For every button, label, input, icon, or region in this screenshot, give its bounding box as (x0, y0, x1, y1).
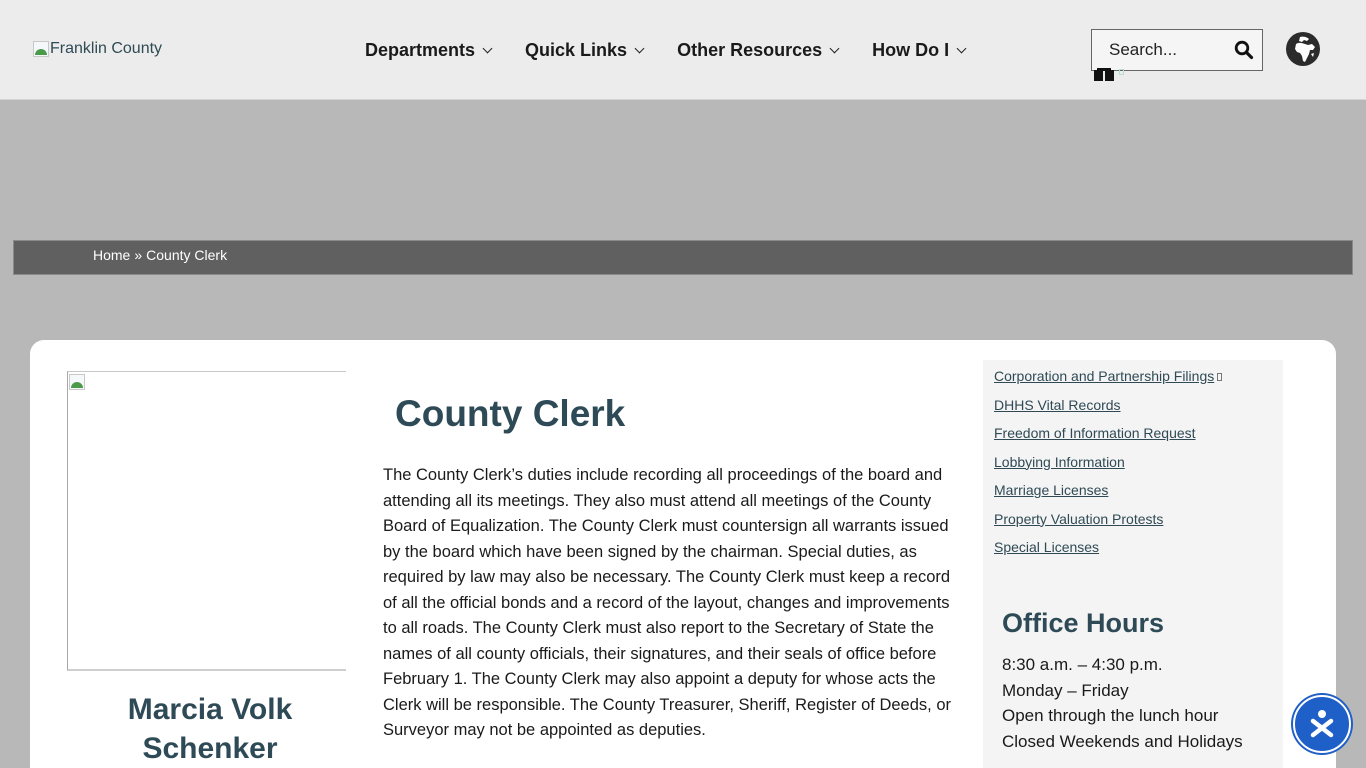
logo-alt-text: Franklin County (50, 40, 163, 57)
search-icon[interactable] (1234, 40, 1254, 60)
sidebar (983, 360, 1283, 768)
list-item (994, 397, 1222, 426)
site-logo-link[interactable] (33, 40, 162, 58)
list-item (994, 482, 1222, 511)
link-foia-request[interactable]: Freedom of Information Request (994, 425, 1196, 441)
main-nav (365, 38, 999, 62)
accessibility-icon (1305, 707, 1339, 741)
nav-label: Departments (365, 39, 476, 60)
nav-label: How Do I (872, 39, 950, 60)
office-hours-title: Office Hours (1002, 608, 1165, 638)
nav-how-do-i[interactable] (872, 38, 965, 62)
list-item (994, 454, 1222, 483)
breadcrumb-current: County Clerk (146, 247, 228, 263)
logo-broken-image-icon (33, 41, 49, 57)
link-corporation-partnership-filings[interactable] (994, 368, 1222, 384)
page-title: County Clerk (395, 393, 626, 434)
external-link-icon (1119, 69, 1124, 75)
link-label: Corporation and Partnership Filings (994, 368, 1215, 384)
search-input[interactable] (1092, 40, 1227, 60)
profile-photo (67, 371, 346, 671)
chevron-down-icon (635, 43, 645, 53)
accessibility-button[interactable] (1293, 695, 1351, 753)
breadcrumb-home-link[interactable]: Home (93, 247, 131, 263)
link-special-licenses[interactable]: Special Licenses (994, 539, 1100, 555)
related-links (994, 368, 1222, 568)
site-header (0, 0, 1366, 100)
link-marriage-licenses[interactable]: Marriage Licenses (994, 482, 1109, 498)
facebook-icon[interactable] (1094, 68, 1116, 81)
nav-other-resources[interactable] (677, 38, 838, 62)
office-hours-days: Monday – Friday (1002, 680, 1129, 700)
office-hours-closed: Closed Weekends and Holidays (1002, 731, 1243, 751)
list-item (994, 425, 1222, 454)
office-hours-time: 8:30 a.m. – 4:30 p.m. (1002, 655, 1163, 674)
external-link-icon (1217, 373, 1222, 381)
nav-label: Other Resources (677, 39, 823, 60)
search-box (1091, 29, 1263, 71)
breadcrumb (93, 247, 227, 263)
description-paragraph: The County Clerk’s duties include recording all proceedings of the board and attending all its meetings. They also must attend all meetings of the County Board of Equalization. The County Clerk must countersign all warrants issued by the board which have been signed by the chairman. Special duties, as required by law may also be necessary. The County Clerk must keep a record of all the official bonds and a record of the layout, changes and improvements to all roads. The County Clerk must also report to the Secretary of State the names of all county officials, their signatures, and their seals of office before February 1. The County Clerk may also appoint a deputy for whose acts the Clerk will be responsible. The County Treasurer, Sheriff, Register of Deeds, or Surveyor may not be appointed as deputies. (383, 466, 951, 739)
profile-name: Marcia Volk Schenker (127, 693, 293, 765)
nav-departments[interactable] (365, 38, 491, 62)
list-item (994, 539, 1222, 568)
list-item (994, 511, 1222, 540)
breadcrumb-separator: » (134, 247, 143, 263)
chevron-down-icon (830, 43, 840, 53)
content-card (30, 340, 1336, 768)
hero-banner (0, 100, 1366, 240)
office-hours-list (1002, 652, 1243, 754)
link-property-valuation-protests[interactable]: Property Valuation Protests (994, 510, 1164, 527)
link-dhhs-vital-records[interactable]: DHHS Vital Records (994, 396, 1121, 413)
nav-label: Quick Links (525, 39, 628, 60)
nav-quick-links[interactable] (525, 38, 643, 62)
office-hours-lunch: Open through the lunch hour (1002, 706, 1219, 725)
link-lobbying-information[interactable]: Lobbying Information (994, 453, 1125, 470)
breadcrumb-bar (13, 240, 1353, 275)
globe-icon[interactable] (1285, 31, 1321, 67)
chevron-down-icon (483, 43, 493, 53)
chevron-down-icon (957, 43, 967, 53)
list-item (994, 368, 1222, 397)
broken-image-icon (69, 374, 85, 390)
